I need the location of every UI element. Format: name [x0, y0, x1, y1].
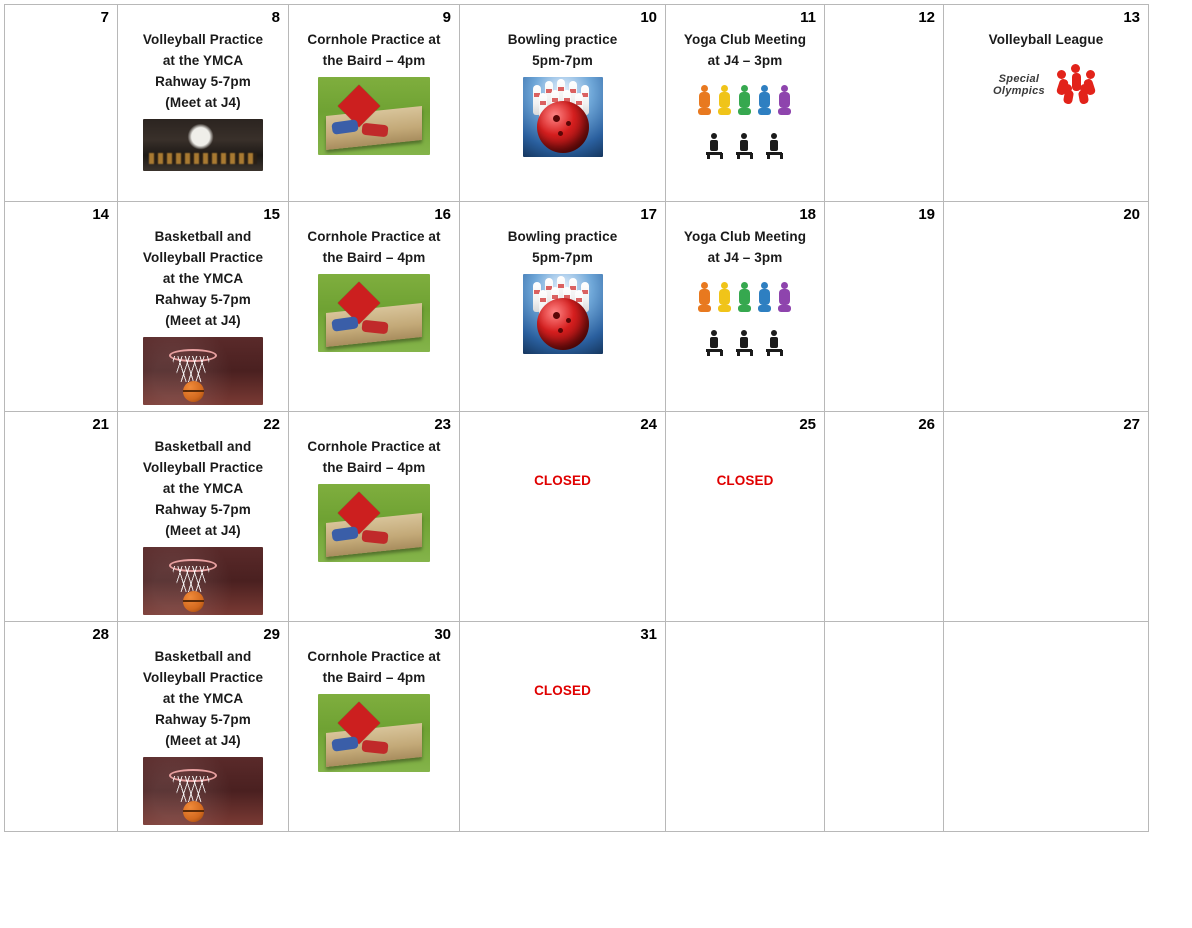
day-cell-inner: [944, 202, 1148, 398]
yoga-figure-icon: [776, 85, 794, 115]
day-number: 9: [442, 9, 451, 26]
hoop-net-shape: [171, 776, 211, 802]
activity-calendar: [4, 4, 1149, 832]
day-number: 17: [640, 206, 657, 223]
day-cell-inner: [5, 412, 117, 608]
bowling-icon: [523, 274, 603, 354]
calendar-day-cell[interactable]: [289, 5, 460, 202]
day-number: 22: [263, 416, 280, 433]
day-number: 26: [918, 416, 935, 433]
yoga-figure-icon: [756, 85, 774, 115]
day-number: 21: [92, 416, 109, 433]
day-cell-inner: [944, 5, 1148, 201]
cornhole-board-image: [297, 274, 451, 352]
event-line: Volleyball Practice: [142, 32, 264, 47]
day-cell-inner: [460, 622, 665, 818]
yoga-figure-icon: [776, 282, 794, 312]
event-line: (Meet at J4): [165, 95, 241, 110]
cornhole-board-image: [297, 694, 451, 772]
yoga-figure-icon: [756, 282, 774, 312]
day-cell-inner: [666, 412, 824, 608]
cornhole-bag-red: [361, 320, 388, 335]
event-line: Cornhole Practice at: [307, 229, 441, 244]
calendar-day-cell[interactable]: [5, 622, 118, 832]
hoop-net-shape: [171, 356, 211, 382]
event-line: CLOSED: [534, 683, 591, 698]
calendar-day-cell[interactable]: [666, 622, 825, 832]
day-number: 8: [271, 9, 280, 26]
event-description: [297, 436, 451, 478]
day-cell-inner: [5, 5, 117, 201]
seated-figures-row: [674, 326, 816, 356]
calendar-day-cell[interactable]: [289, 202, 460, 412]
yoga-figure-icon: [716, 85, 734, 115]
calendar-week-row: [5, 5, 1149, 202]
closed-badge: [468, 470, 657, 491]
bowling-icon: [523, 77, 603, 157]
day-cell-inner: [825, 202, 943, 398]
calendar-week-row: [5, 412, 1149, 622]
day-number: 10: [640, 9, 657, 26]
cornhole-icon: [318, 484, 430, 562]
basketball-ball-shape: [183, 591, 204, 612]
day-cell-inner: [666, 5, 824, 201]
basketball-hoop-image: [126, 337, 280, 405]
event-line: at J4 – 3pm: [707, 53, 783, 68]
event-description: [126, 436, 280, 541]
calendar-day-cell[interactable]: [666, 412, 825, 622]
event-line: at the YMCA: [162, 481, 244, 496]
day-number: 23: [434, 416, 451, 433]
event-description: [674, 226, 816, 268]
event-description: [468, 226, 657, 268]
calendar-day-cell[interactable]: [5, 202, 118, 412]
calendar-day-cell[interactable]: [666, 202, 825, 412]
cornhole-icon: [318, 77, 430, 155]
basketball-hoop-image: [126, 757, 280, 825]
calendar-day-cell[interactable]: [460, 5, 666, 202]
event-line: Yoga Club Meeting: [683, 229, 807, 244]
event-description: [126, 226, 280, 331]
calendar-week-row: [5, 202, 1149, 412]
day-number: 11: [800, 9, 816, 26]
event-line: the Baird – 4pm: [322, 53, 426, 68]
calendar-day-cell[interactable]: [460, 412, 666, 622]
day-number: 28: [92, 626, 109, 643]
day-number: 13: [1123, 9, 1140, 26]
seated-person-icon: [764, 133, 786, 159]
calendar-day-cell[interactable]: [5, 412, 118, 622]
day-cell-inner: [666, 202, 824, 398]
event-line: Volleyball Practice: [142, 460, 264, 475]
calendar-day-cell[interactable]: [825, 622, 944, 832]
event-line: the Baird – 4pm: [322, 250, 426, 265]
day-cell-inner: [289, 412, 459, 608]
yoga-figures-row: [674, 278, 816, 312]
day-cell-inner: [944, 622, 1148, 818]
day-number: 12: [918, 9, 935, 26]
special-olympics-wordmark: [993, 73, 1045, 97]
day-cell-inner: [118, 412, 288, 621]
event-line: CLOSED: [534, 473, 591, 488]
day-cell-inner: [118, 5, 288, 201]
calendar-day-cell[interactable]: [825, 412, 944, 622]
day-number: 19: [918, 206, 935, 223]
day-cell-inner: [825, 5, 943, 201]
bowling-ball-shape: [537, 298, 589, 350]
calendar-day-cell[interactable]: [666, 5, 825, 202]
day-cell-inner: [460, 202, 665, 398]
event-line: the Baird – 4pm: [322, 460, 426, 475]
day-number: 25: [799, 416, 816, 433]
calendar-day-cell[interactable]: [289, 622, 460, 832]
event-line: (Meet at J4): [165, 733, 241, 748]
basketball-ball-shape: [183, 801, 204, 822]
event-line: Basketball and: [154, 439, 252, 454]
seated-person-icon: [734, 133, 756, 159]
special-olympics-logo-group: [952, 64, 1140, 106]
event-line: Rahway 5-7pm: [155, 502, 251, 517]
day-number: 30: [434, 626, 451, 643]
day-cell-inner: [5, 622, 117, 818]
event-line: Bowling practice: [507, 32, 618, 47]
calendar-day-cell[interactable]: [118, 5, 289, 202]
event-line: Yoga Club Meeting: [683, 32, 807, 47]
calendar-day-cell[interactable]: [118, 622, 289, 832]
calendar-day-cell[interactable]: [825, 202, 944, 412]
event-description: [126, 29, 280, 113]
yoga-clipart-group: [674, 81, 816, 159]
day-cell-inner: [666, 622, 824, 818]
yoga-figure-icon: [716, 282, 734, 312]
event-line: Volleyball League: [988, 32, 1104, 47]
yoga-figures-row: [674, 81, 816, 115]
cornhole-bag-red: [361, 123, 388, 138]
day-cell-inner: [825, 412, 943, 608]
event-line: Cornhole Practice at: [307, 439, 441, 454]
cornhole-board-image: [297, 77, 451, 155]
day-number: 16: [434, 206, 451, 223]
event-line: Bowling practice: [507, 229, 618, 244]
calendar-week-row: [5, 622, 1149, 832]
yoga-figure-icon: [736, 85, 754, 115]
bowling-ball-image: [468, 77, 657, 157]
seated-person-icon: [764, 330, 786, 356]
event-line: (Meet at J4): [165, 523, 241, 538]
day-number: 31: [640, 626, 657, 643]
day-cell-inner: [460, 5, 665, 201]
bowling-ball-image: [468, 274, 657, 354]
closed-badge: [674, 470, 816, 491]
event-line: (Meet at J4): [165, 313, 241, 328]
event-line: the Baird – 4pm: [322, 670, 426, 685]
calendar-day-cell[interactable]: [289, 412, 460, 622]
calendar-day-cell[interactable]: [5, 5, 118, 202]
hoop-net-shape: [171, 566, 211, 592]
event-line: 5pm-7pm: [532, 250, 593, 265]
calendar-day-cell[interactable]: [118, 412, 289, 622]
basketball-icon: [143, 337, 263, 405]
logo-line-2: Olympics: [993, 85, 1045, 97]
day-cell-inner: [944, 412, 1148, 608]
calendar-day-cell[interactable]: [460, 622, 666, 832]
day-cell-inner: [118, 622, 288, 831]
event-description: [674, 29, 816, 71]
event-line: Rahway 5-7pm: [155, 74, 251, 89]
basketball-icon: [143, 547, 263, 615]
yoga-figure-icon: [696, 282, 714, 312]
event-line: Rahway 5-7pm: [155, 292, 251, 307]
day-number: 14: [92, 206, 109, 223]
seated-person-icon: [704, 133, 726, 159]
day-cell-inner: [460, 412, 665, 608]
day-number: 7: [100, 9, 109, 26]
event-line: 5pm-7pm: [532, 53, 593, 68]
day-number: 20: [1123, 206, 1140, 223]
calendar-day-cell[interactable]: [944, 622, 1149, 832]
day-number: 15: [263, 206, 280, 223]
event-line: at J4 – 3pm: [707, 250, 783, 265]
calendar-day-cell[interactable]: [944, 412, 1149, 622]
event-line: Cornhole Practice at: [307, 32, 441, 47]
calendar-day-cell[interactable]: [944, 202, 1149, 412]
day-cell-inner: [5, 202, 117, 398]
basketball-hoop-image: [126, 547, 280, 615]
yoga-figure-icon: [736, 282, 754, 312]
event-line: Rahway 5-7pm: [155, 712, 251, 727]
event-line: at the YMCA: [162, 53, 244, 68]
basketball-ball-shape: [183, 381, 204, 402]
cornhole-icon: [318, 694, 430, 772]
yoga-clipart-group: [674, 278, 816, 356]
baseball-scoreboard-image: [126, 119, 280, 171]
day-cell-inner: [118, 202, 288, 411]
day-cell-inner: [289, 5, 459, 201]
calendar-day-cell[interactable]: [944, 5, 1149, 202]
calendar-day-cell[interactable]: [460, 202, 666, 412]
day-cell-inner: [289, 202, 459, 398]
day-cell-inner: [289, 622, 459, 818]
event-line: at the YMCA: [162, 691, 244, 706]
special-olympics-logo: [952, 64, 1140, 106]
event-line: at the YMCA: [162, 271, 244, 286]
event-description: [297, 226, 451, 268]
event-description: [126, 646, 280, 751]
logo-line-1: Special: [998, 73, 1040, 85]
event-line: Volleyball Practice: [142, 250, 264, 265]
cornhole-bag-red: [361, 530, 388, 545]
baseball-icon: [143, 119, 263, 171]
event-line: Volleyball Practice: [142, 670, 264, 685]
seated-figures-row: [674, 129, 816, 159]
calendar-day-cell[interactable]: [118, 202, 289, 412]
day-number: 29: [263, 626, 280, 643]
day-number: 18: [799, 206, 816, 223]
day-cell-inner: [825, 622, 943, 818]
special-olympics-figures-icon: [1053, 64, 1099, 106]
cornhole-board-image: [297, 484, 451, 562]
event-line: CLOSED: [716, 473, 774, 488]
event-description: [297, 646, 451, 688]
calendar-body: [5, 5, 1149, 832]
yoga-figure-icon: [696, 85, 714, 115]
event-description: [952, 29, 1140, 50]
day-number: 24: [640, 416, 657, 433]
closed-badge: [468, 680, 657, 701]
event-line: Basketball and: [154, 649, 252, 664]
event-line: Cornhole Practice at: [307, 649, 441, 664]
event-description: [468, 29, 657, 71]
cornhole-icon: [318, 274, 430, 352]
day-number: 27: [1123, 416, 1140, 433]
seated-person-icon: [734, 330, 756, 356]
calendar-day-cell[interactable]: [825, 5, 944, 202]
basketball-icon: [143, 757, 263, 825]
seated-person-icon: [704, 330, 726, 356]
event-description: [297, 29, 451, 71]
event-line: Basketball and: [154, 229, 252, 244]
bowling-ball-shape: [537, 101, 589, 153]
cornhole-bag-red: [361, 740, 388, 755]
